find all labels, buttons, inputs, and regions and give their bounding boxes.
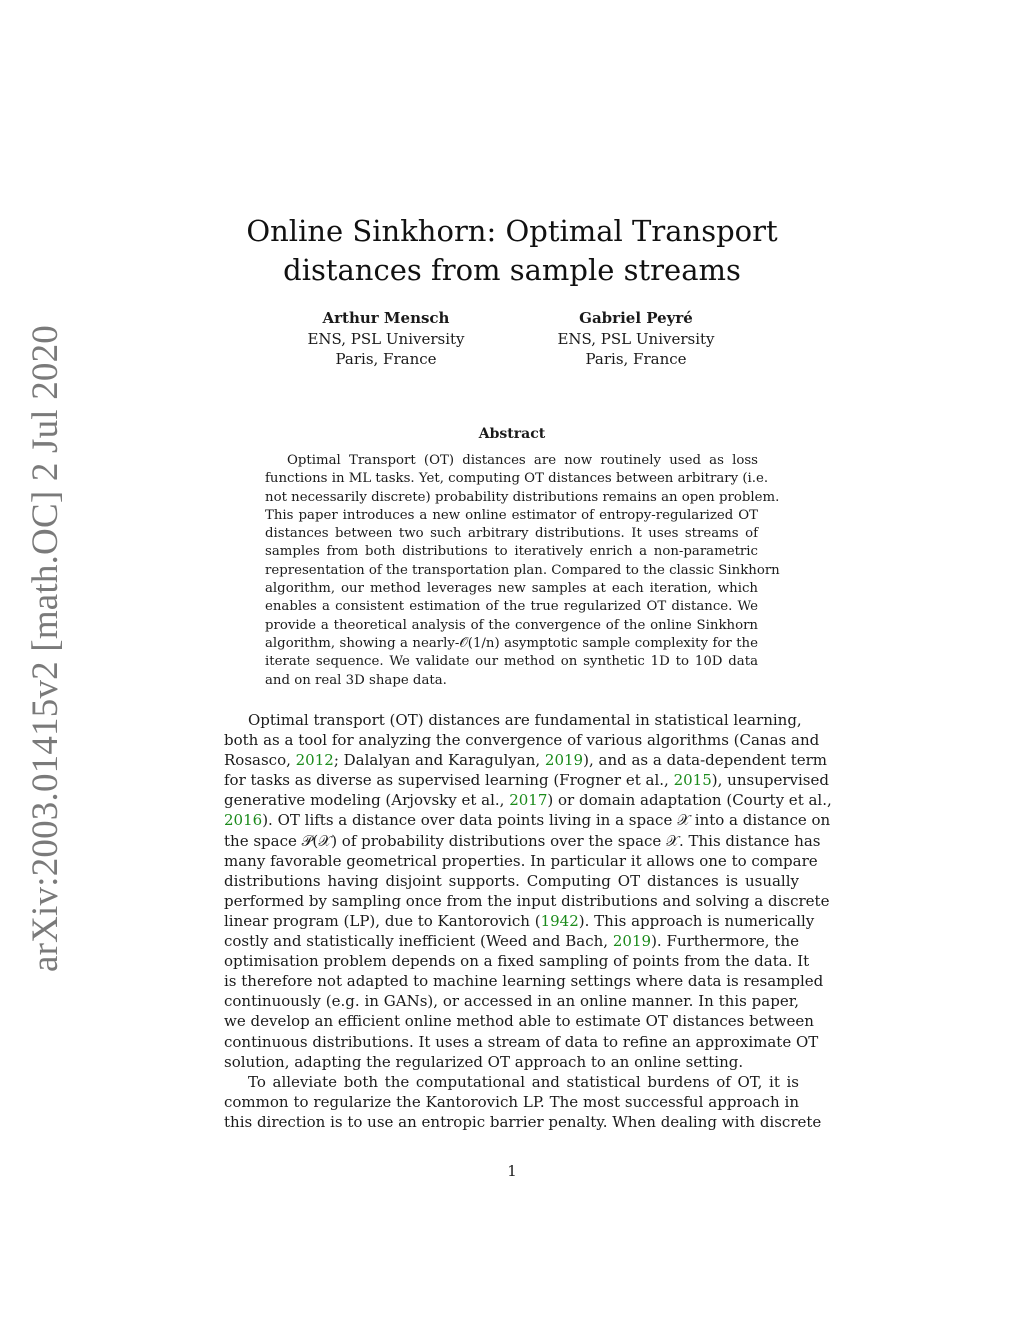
citation-link[interactable]: 2019 — [612, 932, 652, 951]
author-name: Arthur Mensch — [322, 309, 450, 327]
body-line: both as a tool for analyzing the convergence of various algorithms (Canas and — [224, 731, 820, 750]
body-line: this direction is to use an entropic barrier penalty. When dealing with discrete — [224, 1112, 822, 1131]
author-affiliation: ENS, PSL University — [307, 329, 465, 348]
abstract-line: distances between two such arbitrary distributions. It uses streams of — [265, 526, 758, 542]
abstract-heading: Abstract — [478, 426, 546, 442]
body-line: we develop an efficient online method able to estimate OT distances between — [224, 1012, 814, 1031]
author-location: Paris, France — [585, 350, 687, 368]
author-affiliation: ENS, PSL University — [557, 329, 715, 348]
author-block — [516, 308, 756, 370]
citation-link[interactable]: 2017 — [509, 791, 548, 810]
body-line: many favorable geometrical properties. In particular it allows one to compare — [224, 851, 818, 870]
citation-link[interactable]: 2019 — [544, 751, 584, 770]
abstract-line: This paper introduces a new online estimator of entropy-regularized OT — [265, 507, 758, 523]
body-line: for tasks as diverse as supervised learning (Frogner et al., 2015), unsupervised — [224, 771, 829, 790]
abstract-line: algorithm, showing a nearly-𝒪(1/n) asymptotic sample complexity for the — [265, 635, 758, 651]
body-line: the space 𝒫(𝒳) of probability distributions over the space 𝒳. This distance has — [224, 831, 821, 850]
abstract-line: and on real 3D shape data. — [265, 672, 447, 688]
body-line: Rosasco, 2012; Dalalyan and Karagulyan, 2019), and as a data-dependent term — [224, 751, 828, 770]
author-location: Paris, France — [335, 350, 437, 368]
author-name: Gabriel Peyré — [579, 309, 693, 327]
body-line: generative modeling (Arjovsky et al., 2017) or domain adaptation (Courty et al., — [224, 791, 832, 810]
citation-link[interactable]: 2015 — [673, 771, 712, 790]
abstract-line: functions in ML tasks. Yet, computing OT distances between arbitrary (i.e. — [265, 471, 769, 487]
abstract-line: enables a consistent estimation of the true regularized OT distance. We — [265, 599, 758, 615]
title-line: Online Sinkhorn: Optimal Transport — [246, 214, 778, 248]
body-line: common to regularize the Kantorovich LP. The most successful approach in — [224, 1092, 799, 1111]
abstract-line: iterate sequence. We validate our method on synthetic 1D to 10D data — [265, 654, 758, 670]
body-line: continuous distributions. It uses a stream of data to refine an approximate OT — [224, 1032, 819, 1051]
body-line: distributions having disjoint supports. Computing OT distances is usually — [224, 871, 799, 890]
title-line: distances from sample streams — [283, 253, 741, 287]
body-line: To alleviate both the computational and statistical burdens of OT, it is — [248, 1072, 799, 1091]
abstract-line: representation of the transportation plan. Compared to the classic Sinkhorn — [265, 562, 780, 578]
body-line: performed by sampling once from the input distributions and solving a discrete — [224, 891, 830, 910]
abstract-line: samples from both distributions to iteratively enrich a non-parametric — [265, 544, 758, 560]
abstract-line: provide a theoretical analysis of the convergence of the online Sinkhorn — [265, 617, 758, 633]
abstract-line: Optimal Transport (OT) distances are now routinely used as loss — [287, 453, 758, 468]
citation-link[interactable]: 2012 — [295, 751, 334, 770]
body-line: optimisation problem depends on a fixed sampling of points from the data. It — [224, 952, 810, 971]
abstract-line: not necessarily discrete) probability distributions remains an open problem. — [265, 489, 780, 505]
citation-link[interactable]: 1942 — [540, 911, 579, 930]
body-text — [224, 710, 832, 1132]
body-line: costly and statistically inefficient (Weed and Bach, 2019). Furthermore, the — [224, 932, 799, 951]
body-line: solution, adapting the regularized OT approach to an online setting. — [224, 1052, 744, 1071]
paper-title — [180, 212, 844, 290]
arxiv-identifier-text: arXiv:2003.01415v2 [math.OC] 2 Jul 2020 — [25, 324, 67, 972]
body-line: 2016). OT lifts a distance over data points living in a space 𝒳 into a distance on — [224, 811, 831, 830]
body-line: continuously (e.g. in GANs), or accessed in an online manner. In this paper, — [224, 992, 799, 1011]
body-line: Optimal transport (OT) distances are fundamental in statistical learning, — [248, 711, 802, 729]
abstract-line: algorithm, our method leverages new samples at each iteration, which — [265, 581, 758, 597]
author-block — [266, 308, 506, 370]
citation-link[interactable]: 2016 — [224, 811, 263, 830]
body-line: linear program (LP), due to Kantorovich (1942). This approach is numerically — [224, 911, 815, 930]
page-number: 1 — [507, 1162, 517, 1180]
body-line: is therefore not adapted to machine learning settings where data is resampled — [224, 972, 824, 991]
abstract-text — [265, 452, 780, 690]
